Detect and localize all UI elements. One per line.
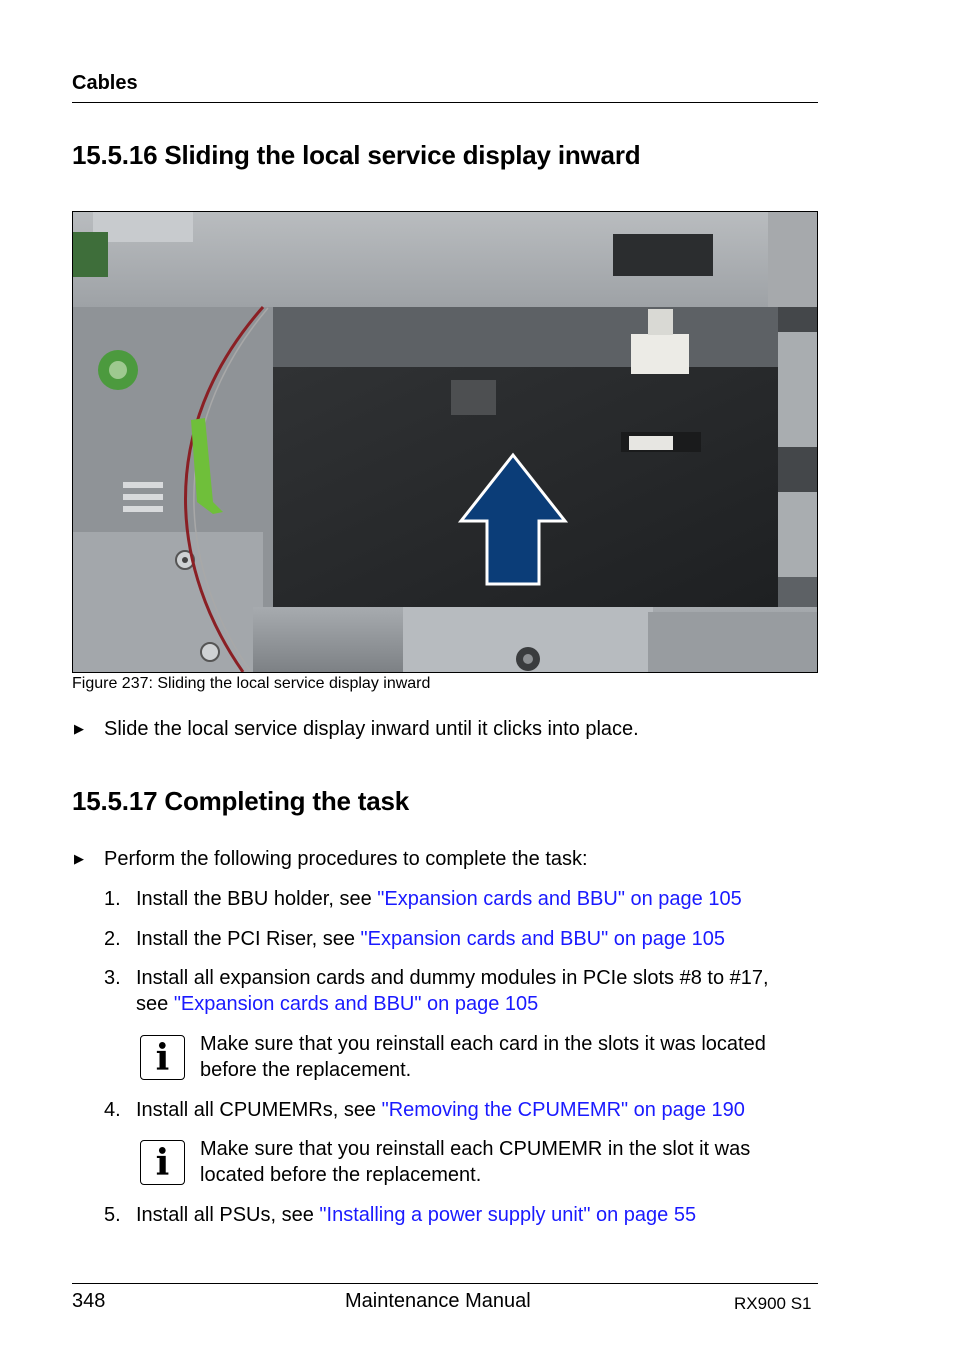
- step-text: Install all PSUs, see: [136, 1204, 320, 1226]
- section-heading-completing-task: 15.5.17 Completing the task: [72, 786, 410, 816]
- step-2: [136, 926, 826, 952]
- step-text: see: [136, 993, 174, 1015]
- step-number: 1.: [104, 888, 121, 910]
- instruction-intro: Perform the following procedures to complete the task:: [104, 848, 588, 870]
- note-line: Make sure that you reinstall each CPUMEMR in the slot it was: [200, 1138, 751, 1160]
- link-installing-psu[interactable]: "Installing a power supply unit" on page 55: [319, 1204, 697, 1226]
- note-reinstall-cpumemr: [200, 1136, 820, 1188]
- step-number: 2.: [104, 928, 121, 950]
- step-number: 3.: [104, 967, 121, 989]
- step-4: [136, 1097, 826, 1123]
- step-text: Install the PCI Riser, see: [136, 928, 361, 950]
- section-heading-sliding-display: 15.5.16 Sliding the local service display inward: [72, 140, 641, 170]
- link-expansion-cards[interactable]: "Expansion cards and BBU" on page 105: [377, 888, 742, 910]
- note-reinstall-card: [200, 1031, 820, 1083]
- link-expansion-cards[interactable]: "Expansion cards and BBU" on page 105: [360, 928, 725, 950]
- info-icon: i: [140, 1140, 185, 1185]
- step-number: 4.: [104, 1099, 121, 1121]
- triangle-bullet-icon: ▶: [74, 721, 84, 736]
- note-line: located before the replacement.: [200, 1164, 482, 1186]
- manual-title: Maintenance Manual: [345, 1290, 531, 1312]
- step-text: Install all CPUMEMRs, see: [136, 1099, 382, 1121]
- link-expansion-cards[interactable]: "Expansion cards and BBU" on page 105: [173, 993, 539, 1015]
- triangle-bullet-icon: ▶: [74, 851, 84, 866]
- instruction-slide-display: Slide the local service display inward until it clicks into place.: [104, 718, 639, 740]
- figure-sliding-display: [72, 211, 818, 673]
- page-number: 348: [72, 1290, 106, 1312]
- step-5: [136, 1202, 826, 1228]
- note-line: Make sure that you reinstall each card in the slots it was located: [200, 1033, 766, 1055]
- link-removing-cpumemr[interactable]: "Removing the CPUMEMR" on page 190: [381, 1099, 745, 1121]
- info-icon: i: [140, 1035, 185, 1080]
- step-text: Install the BBU holder, see: [136, 888, 378, 910]
- header-rule: [72, 102, 818, 103]
- note-line: before the replacement.: [200, 1059, 412, 1081]
- step-1: [136, 886, 826, 912]
- model-name: RX900 S1: [734, 1294, 812, 1313]
- footer-rule: [72, 1283, 818, 1284]
- figure-photo: [73, 212, 817, 672]
- running-header: Cables: [72, 72, 138, 94]
- step-text: Install all expansion cards and dummy modules in PCIe slots #8 to #17,: [136, 967, 769, 989]
- step-3: [136, 965, 826, 1017]
- figure-caption: Figure 237: Sliding the local service display inward: [72, 675, 431, 692]
- step-number: 5.: [104, 1204, 121, 1226]
